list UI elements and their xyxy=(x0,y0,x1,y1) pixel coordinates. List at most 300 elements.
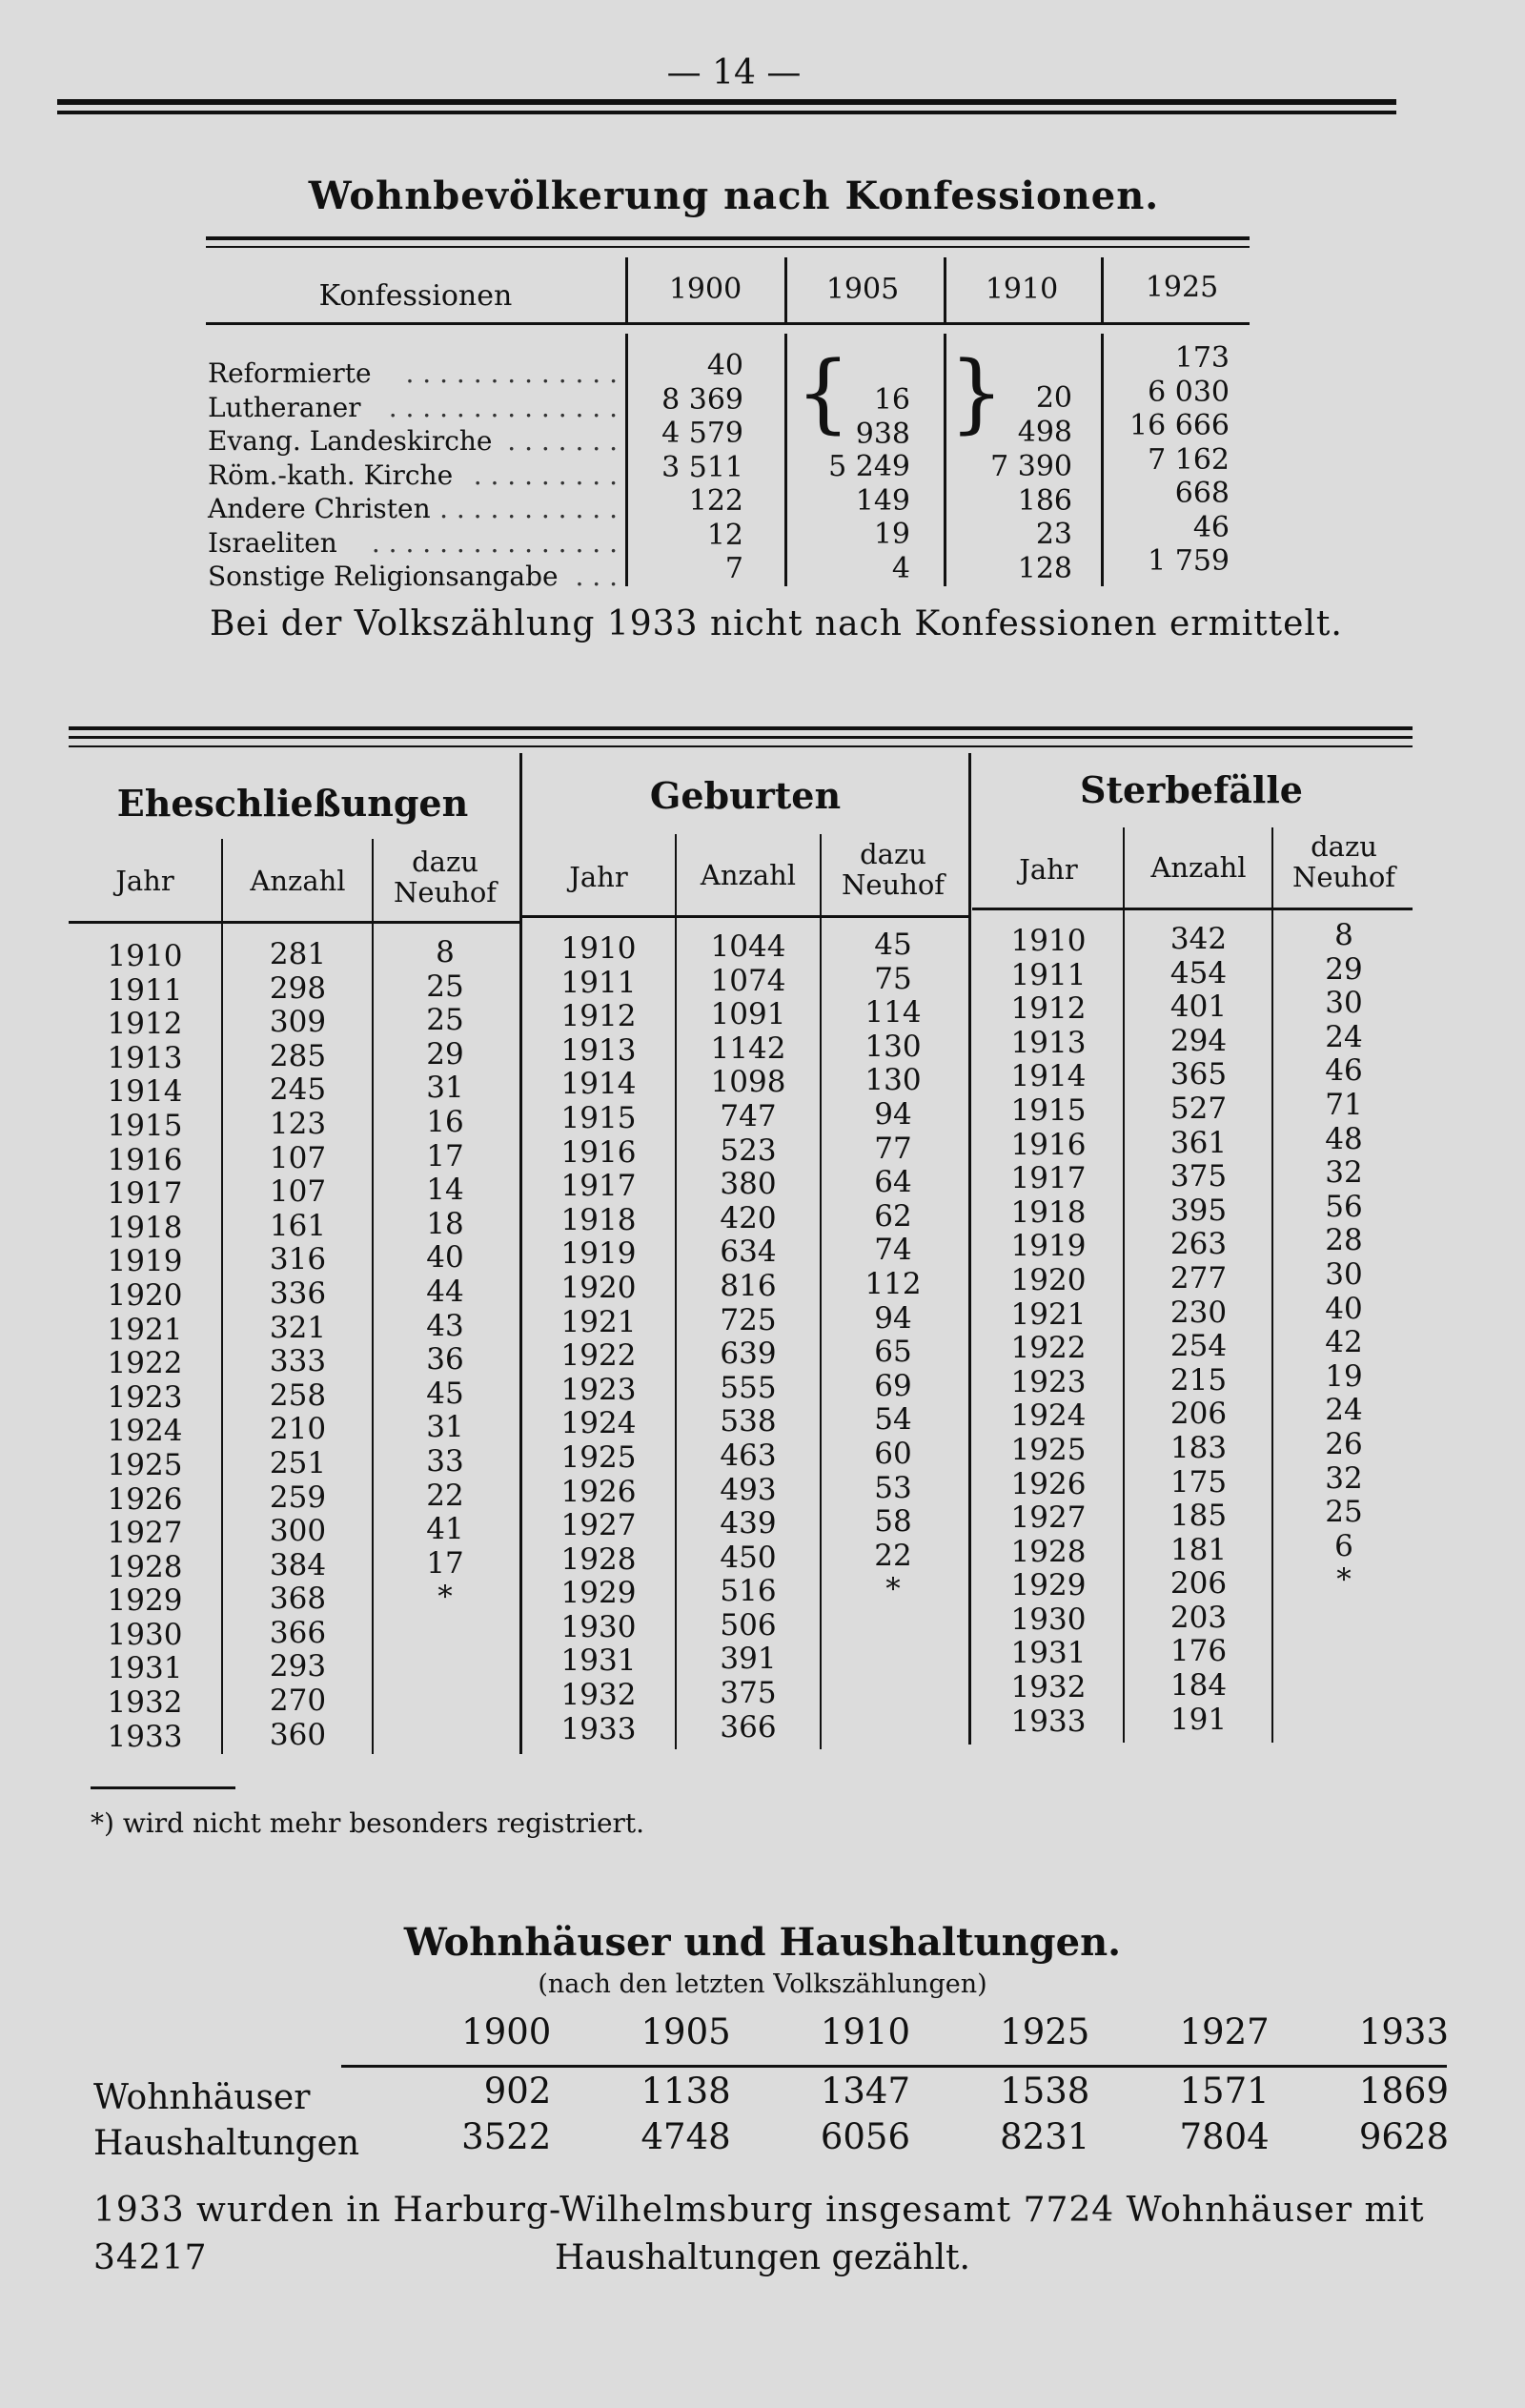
ster-anzahl-cell: 184 xyxy=(1169,1668,1228,1704)
ster-year-cell: 1911 xyxy=(1010,957,1087,992)
ehe-neuhof-cell: 29 xyxy=(426,1036,464,1071)
ster-neuhof-cell xyxy=(1273,1598,1414,1632)
ehe-neuhof-cell: 14 xyxy=(426,1173,464,1208)
ster-neuhof-cell: 26 xyxy=(1325,1426,1363,1461)
ehe-year-cell: 1919 xyxy=(107,1244,183,1279)
geb-neuhof-cell xyxy=(822,1709,965,1744)
konf-top-rule-2 xyxy=(206,246,1250,248)
ehe-year-cell: 1933 xyxy=(107,1719,183,1754)
ehe-anzahl-cell: 123 xyxy=(269,1106,327,1141)
konf-cell-1910: 128 xyxy=(1017,551,1072,585)
ster-year-cell: 1916 xyxy=(1010,1127,1087,1162)
konf-label: Israeliten xyxy=(208,526,337,559)
konf-vline-e xyxy=(625,334,628,586)
ster-year-cell: 1933 xyxy=(1010,1704,1087,1739)
vital-top-rule xyxy=(69,726,1413,730)
geb-anzahl-cell: 1044 xyxy=(710,929,786,964)
ster-jahr-col xyxy=(972,925,1125,1739)
ehe-year-cell: 1925 xyxy=(107,1447,183,1482)
konf-cell-1900: 12 xyxy=(706,518,743,552)
ster-anzahl-cell: 254 xyxy=(1169,1329,1228,1364)
konf-leaders: . . . . . . . . . . . . . . . . . . . . . . . . . . . . . . . . . . . . . . . . . . . . . . . . . . . . . . . . . . . . . . . . . . . . . . . . xyxy=(371,357,618,592)
ster-neuhof-cell: 25 xyxy=(1325,1495,1363,1530)
wohn-row2-label: Haushaltungen xyxy=(93,2124,360,2163)
geb-anzahl-cell: 506 xyxy=(720,1607,777,1643)
ster-neuhof-cell: 32 xyxy=(1325,1155,1363,1191)
geb-year-cell: 1913 xyxy=(560,1032,637,1068)
konf-cell-1905: 149 xyxy=(855,483,910,518)
ster-col-dazu: dazu xyxy=(1311,830,1377,863)
ehe-anzahl-cell: 281 xyxy=(269,937,327,971)
ster-year-cell: 1923 xyxy=(1010,1364,1087,1399)
geb-neuhof-cell: 112 xyxy=(864,1266,922,1301)
geb-year-cell: 1916 xyxy=(560,1134,637,1170)
ehe-jahr-col xyxy=(69,940,221,1754)
wohn-row2-cell: 3522 xyxy=(461,2116,552,2157)
ehe-year-cell: 1924 xyxy=(107,1414,183,1449)
konf-cell-1925: 16 666 xyxy=(1129,409,1230,442)
geb-col-jahr: Jahr xyxy=(569,861,628,893)
geb-neuhof-cell xyxy=(822,1641,965,1675)
ehe-year-cell: 1915 xyxy=(107,1108,183,1143)
konf-header-label: Konfessionen xyxy=(318,279,513,313)
ehe-year-cell: 1918 xyxy=(107,1210,183,1245)
konfession-title: Wohnbevölkerung nach Konfessionen. xyxy=(308,173,1160,218)
geb-year-cell: 1918 xyxy=(560,1202,637,1237)
konf-cell-1925: 668 xyxy=(1174,477,1230,510)
ster-neuhof-cell: 48 xyxy=(1325,1121,1363,1156)
footnote-rule xyxy=(91,1786,235,1789)
ehe-neuhof-cell: 17 xyxy=(426,1138,464,1173)
konf-1905-group: 16 938 xyxy=(855,383,910,451)
ehe-neuhof-cell xyxy=(374,1717,517,1751)
section-sterbefaelle: Sterbefälle xyxy=(1080,768,1303,811)
wohn-row1-cell: 1571 xyxy=(1179,2071,1270,2112)
geb-anzahl-cell: 725 xyxy=(720,1302,777,1337)
ehe-anzahl-cell: 300 xyxy=(269,1514,327,1549)
ehe-neuhof-cell: 31 xyxy=(426,1071,464,1106)
ster-anzahl-cell: 277 xyxy=(1169,1260,1228,1296)
wohn-row2-values xyxy=(372,2116,1449,2164)
geb-neuhof-cell: 54 xyxy=(874,1402,912,1438)
geb-col-anzahl: Anzahl xyxy=(700,859,797,891)
ehe-year-cell: 1931 xyxy=(107,1651,183,1686)
ehe-anzahl-cell: 107 xyxy=(269,1140,327,1175)
ehe-year-cell: 1920 xyxy=(107,1277,183,1313)
ehe-year-cell: 1911 xyxy=(107,972,183,1008)
ster-col-anzahl: Anzahl xyxy=(1150,851,1247,884)
konf-vline-b xyxy=(784,257,787,324)
konf-top-rule xyxy=(206,236,1250,240)
ehe-anzahl-cell: 285 xyxy=(269,1038,327,1073)
geb-year-cell: 1928 xyxy=(560,1541,637,1577)
geb-anzahl-cell: 1098 xyxy=(710,1065,786,1100)
konf-label: Sonstige Religionsangabe xyxy=(208,561,559,592)
konf-cell-1900: 3 511 xyxy=(661,450,743,484)
ster-neuhof-cell: * xyxy=(1336,1562,1352,1598)
konf-cell-1925: 173 xyxy=(1174,341,1230,375)
ehe-year-cell: 1913 xyxy=(107,1040,183,1075)
konf-header-1925: 1925 xyxy=(1145,271,1219,304)
ehe-neuhof-cell: 25 xyxy=(426,969,464,1004)
ehe-anzahl-cell: 293 xyxy=(269,1649,327,1684)
geb-year-cell: 1927 xyxy=(560,1508,637,1543)
geb-neuhof-cell: 69 xyxy=(874,1368,912,1403)
wohn-row1-label: Wohnhäuser xyxy=(93,2078,311,2117)
geb-neuhof-cell: 22 xyxy=(874,1538,912,1573)
geb-anzahl-cell: 1142 xyxy=(710,1031,786,1066)
geb-anzahl-cell: 516 xyxy=(720,1574,777,1609)
wohn-title: Wohnhäuser und Haushaltungen. xyxy=(403,1920,1122,1965)
geb-neuhof-cell: * xyxy=(885,1572,901,1607)
ster-neuhof-cell: 29 xyxy=(1325,951,1363,987)
ehe-year-cell: 1926 xyxy=(107,1481,183,1517)
konf-cell-1925: 1 759 xyxy=(1148,544,1230,578)
wohn-row2-cell: 9628 xyxy=(1358,2116,1449,2157)
geb-neuhof-cell: 53 xyxy=(874,1470,912,1505)
geb-jahr-col xyxy=(522,932,675,1746)
ster-year-cell: 1927 xyxy=(1010,1500,1087,1536)
konf-vline-c xyxy=(944,257,946,324)
ehe-anzahl-cell: 298 xyxy=(269,970,327,1006)
ehe-anzahl-cell: 258 xyxy=(269,1377,327,1413)
geb-neuhof-cell: 62 xyxy=(874,1198,912,1234)
konf-cell-1900: 122 xyxy=(688,484,743,518)
ehe-year-cell: 1910 xyxy=(107,939,183,973)
geb-year-cell: 1919 xyxy=(560,1236,637,1272)
ster-year-cell: 1921 xyxy=(1010,1296,1087,1332)
geb-year-cell: 1931 xyxy=(560,1643,637,1679)
ster-neuhof-cell: 30 xyxy=(1325,1256,1363,1292)
geb-anzahl-cell: 439 xyxy=(720,1506,777,1541)
ehe-neuhof-cell: 33 xyxy=(426,1443,464,1479)
wohn-row1-cell: 1347 xyxy=(820,2071,910,2112)
ehe-neuhof-cell: 43 xyxy=(426,1308,464,1343)
ehe-neuhof-cell: 44 xyxy=(426,1274,464,1309)
geb-anzahl-cell: 391 xyxy=(720,1642,777,1677)
ehe-neuhof-cell: 18 xyxy=(426,1206,464,1241)
ster-anzahl-col xyxy=(1125,923,1272,1737)
konf-label: Andere Christen xyxy=(208,493,431,524)
ster-neuhof-cell: 40 xyxy=(1325,1291,1363,1326)
geb-anzahl-cell: 538 xyxy=(720,1404,777,1439)
ster-year-cell: 1926 xyxy=(1010,1466,1087,1501)
ehe-neuhof-cell: 17 xyxy=(426,1545,464,1581)
konf-cell-1900: 4 579 xyxy=(661,417,743,450)
ster-neuhof-cell: 19 xyxy=(1325,1358,1363,1394)
ster-year-cell: 1912 xyxy=(1010,991,1087,1027)
ehe-anzahl-cell: 321 xyxy=(269,1310,327,1345)
ehe-anzahl-cell: 107 xyxy=(269,1174,327,1210)
ster-neuhof-cell: 28 xyxy=(1325,1223,1363,1258)
konf-cell-1925: 7 162 xyxy=(1148,442,1230,477)
geb-col-dazu: dazu xyxy=(860,838,926,870)
ehe-anzahl-cell: 333 xyxy=(269,1344,327,1379)
geb-year-cell: 1932 xyxy=(560,1678,637,1713)
ehe-year-cell: 1929 xyxy=(107,1583,183,1619)
ster-anzahl-cell: 176 xyxy=(1169,1634,1228,1669)
ehe-year-cell: 1932 xyxy=(107,1685,183,1721)
konf-header-1900: 1900 xyxy=(668,273,742,306)
geb-year-cell: 1922 xyxy=(560,1338,637,1374)
ster-year-cell: 1914 xyxy=(1010,1059,1087,1094)
wohn-year-cell: 1905 xyxy=(640,2011,731,2052)
vital-top-rule-3 xyxy=(69,745,1413,747)
geb-year-cell: 1921 xyxy=(560,1304,637,1339)
wohn-row2-cell: 4748 xyxy=(640,2116,731,2157)
vital-top-rule-2 xyxy=(69,736,1413,739)
wohn-note-line2: Haushaltungen gezählt. xyxy=(555,2238,970,2277)
konf-cell-1900: 40 xyxy=(706,349,743,382)
geb-anzahl-cell: 816 xyxy=(720,1268,777,1303)
wohn-note-line1: 1933 wurden in Harburg-Wilhelmsburg insgesamt 7724 Wohnhäuser mit 34217 xyxy=(93,2191,1425,2277)
ster-neuhof-cell: 24 xyxy=(1325,1019,1363,1054)
ster-neuhof-cell: 32 xyxy=(1325,1460,1363,1496)
ehe-vline-1 xyxy=(221,839,223,1754)
ehe-neuhof-col xyxy=(374,936,517,1750)
geb-anzahl-cell: 420 xyxy=(720,1200,777,1235)
konf-header-1910: 1910 xyxy=(985,273,1059,306)
top-rule-2 xyxy=(57,111,1396,114)
ster-year-cell: 1928 xyxy=(1010,1534,1087,1569)
ehe-year-cell: 1921 xyxy=(107,1312,183,1347)
ehe-neuhof-cell: 16 xyxy=(426,1104,464,1139)
konf-vline-h xyxy=(1101,334,1104,586)
ster-anzahl-cell: 263 xyxy=(1169,1227,1228,1262)
geb-year-cell: 1917 xyxy=(560,1169,637,1204)
ster-neuhof-cell: 56 xyxy=(1325,1189,1363,1224)
geb-year-cell: 1925 xyxy=(560,1439,637,1475)
geb-neuhof-cell: 130 xyxy=(864,1029,922,1064)
ehe-year-cell: 1916 xyxy=(107,1142,183,1177)
konf-vline-d xyxy=(1101,257,1104,324)
ster-neuhof-cell xyxy=(1273,1665,1414,1700)
konfession-note: Bei der Volkszählung 1933 nicht nach Konfessionen ermittelt. xyxy=(210,604,1343,643)
wohn-header-rule xyxy=(341,2065,1447,2068)
geb-neuhof-cell: 65 xyxy=(874,1335,912,1370)
ehe-neuhof-cell xyxy=(374,1683,517,1717)
ehe-anzahl-cell: 368 xyxy=(269,1582,327,1617)
ster-anzahl-cell: 181 xyxy=(1169,1532,1228,1567)
ster-year-cell: 1930 xyxy=(1010,1602,1087,1637)
ster-anzahl-cell: 395 xyxy=(1169,1193,1228,1228)
wohn-row1-values xyxy=(372,2071,1449,2118)
konf-header-1905: 1905 xyxy=(825,273,900,306)
ehe-anzahl-cell: 309 xyxy=(269,1005,327,1040)
konf-vline-a xyxy=(625,257,628,324)
geb-anzahl-cell: 375 xyxy=(720,1676,777,1711)
geb-anzahl-cell: 639 xyxy=(720,1337,777,1372)
wohn-year-cell: 1927 xyxy=(1179,2011,1270,2052)
geb-year-cell: 1923 xyxy=(560,1372,637,1407)
top-rule xyxy=(57,99,1396,105)
wohn-years-row xyxy=(372,2011,1449,2059)
ster-year-cell: 1922 xyxy=(1010,1331,1087,1366)
ster-year-cell: 1910 xyxy=(1010,924,1087,958)
ster-anzahl-cell: 401 xyxy=(1169,990,1228,1025)
ster-anzahl-cell: 375 xyxy=(1169,1159,1228,1194)
wohn-year-cell: 1933 xyxy=(1358,2011,1449,2052)
geb-neuhof-cell: 114 xyxy=(864,995,922,1031)
ster-neuhof-cell: 30 xyxy=(1325,986,1363,1021)
ehe-year-cell: 1922 xyxy=(107,1346,183,1381)
geb-anzahl-cell: 634 xyxy=(720,1235,777,1270)
ehe-anzahl-cell: 270 xyxy=(269,1684,327,1719)
konf-vline-g xyxy=(944,334,946,586)
ehe-col-neuhof: Neuhof xyxy=(393,876,498,908)
ehe-anzahl-col xyxy=(224,938,372,1752)
ster-year-cell: 1917 xyxy=(1010,1161,1087,1196)
ster-anzahl-cell: 365 xyxy=(1169,1057,1228,1092)
ehe-anzahl-cell: 161 xyxy=(269,1208,327,1243)
ster-neuhof-col xyxy=(1273,919,1414,1733)
ehe-anzahl-cell: 366 xyxy=(269,1615,327,1650)
ster-year-cell: 1918 xyxy=(1010,1194,1087,1230)
konf-col-1900 xyxy=(629,349,743,586)
page-number: — 14 — xyxy=(666,53,802,92)
konf-cell-1905: 4 xyxy=(891,551,910,585)
konf-cell-1925: 6 030 xyxy=(1148,375,1230,409)
ster-anzahl-cell: 294 xyxy=(1169,1023,1228,1058)
ster-anzahl-cell: 454 xyxy=(1169,955,1228,990)
ehe-col-anzahl: Anzahl xyxy=(250,865,346,897)
ehe-anzahl-cell: 245 xyxy=(269,1072,327,1108)
ehe-anzahl-cell: 336 xyxy=(269,1275,327,1311)
ster-anzahl-cell: 342 xyxy=(1169,922,1228,956)
ehe-year-cell: 1917 xyxy=(107,1176,183,1212)
ster-year-cell: 1924 xyxy=(1010,1398,1087,1434)
ehe-year-cell: 1928 xyxy=(107,1549,183,1584)
ster-neuhof-cell: 71 xyxy=(1325,1087,1363,1122)
ehe-anzahl-cell: 384 xyxy=(269,1547,327,1582)
wohn-row1-cell: 1538 xyxy=(1000,2071,1090,2112)
geb-year-cell: 1930 xyxy=(560,1609,637,1644)
geb-anzahl-cell: 463 xyxy=(720,1438,777,1473)
geb-anzahl-cell: 555 xyxy=(720,1370,777,1405)
ehe-col-jahr: Jahr xyxy=(115,865,174,897)
konf-label: Röm.-kath. Kirche xyxy=(208,459,454,491)
ehe-neuhof-cell: 41 xyxy=(426,1512,464,1547)
geb-year-cell: 1915 xyxy=(560,1100,637,1135)
footnote: *) wird nicht mehr besonders registriert. xyxy=(91,1807,645,1839)
geb-year-cell: 1914 xyxy=(560,1067,637,1102)
geb-neuhof-cell: 60 xyxy=(874,1436,912,1471)
geb-neuhof-cell: 74 xyxy=(874,1233,912,1268)
konf-col-1905 xyxy=(815,450,910,585)
ster-anzahl-cell: 185 xyxy=(1169,1499,1228,1534)
ster-neuhof-cell: 46 xyxy=(1325,1053,1363,1089)
geb-neuhof-cell xyxy=(822,1607,965,1642)
konf-label: Reformierte xyxy=(208,357,372,389)
geb-neuhof-cell: 58 xyxy=(874,1504,912,1540)
ster-year-cell: 1913 xyxy=(1010,1025,1087,1060)
geb-neuhof-cell xyxy=(822,1675,965,1709)
geb-anzahl-cell: 1074 xyxy=(710,963,786,998)
geb-anzahl-cell: 523 xyxy=(720,1133,777,1168)
konf-cell-1910: 186 xyxy=(1017,483,1072,518)
ehe-neuhof-cell xyxy=(374,1648,517,1683)
konf-cell-1900: 8 369 xyxy=(661,382,743,417)
ehe-header-rule xyxy=(69,921,520,924)
ster-year-cell: 1920 xyxy=(1010,1262,1087,1297)
ehe-anzahl-cell: 360 xyxy=(269,1717,327,1752)
geb-vline-3 xyxy=(968,944,971,1745)
ster-neuhof-cell: 8 xyxy=(1334,918,1353,952)
konf-label: Lutheraner xyxy=(208,391,361,423)
ster-year-cell: 1931 xyxy=(1010,1636,1087,1671)
brace-1910: } xyxy=(949,343,1005,443)
konf-header-rule xyxy=(206,322,1250,325)
geb-col-neuhof: Neuhof xyxy=(841,868,946,901)
ehe-anzahl-cell: 210 xyxy=(269,1412,327,1447)
ehe-neuhof-cell: 40 xyxy=(426,1240,464,1275)
wohn-row2-cell: 6056 xyxy=(820,2116,910,2157)
geb-anzahl-cell: 493 xyxy=(720,1472,777,1507)
konf-cell-1925: 46 xyxy=(1192,510,1230,544)
geb-anzahl-cell: 1091 xyxy=(710,997,786,1032)
ster-year-cell: 1929 xyxy=(1010,1568,1087,1603)
geb-year-cell: 1926 xyxy=(560,1474,637,1509)
geb-anzahl-col xyxy=(677,930,820,1745)
wohn-year-cell: 1910 xyxy=(820,2011,910,2052)
geb-neuhof-cell: 77 xyxy=(874,1131,912,1166)
ster-year-cell: 1925 xyxy=(1010,1432,1087,1467)
konf-col-1925 xyxy=(1115,341,1230,579)
ster-header-rule xyxy=(972,908,1413,910)
wohn-row1-cell: 902 xyxy=(483,2071,552,2112)
ehe-neuhof-cell: 25 xyxy=(426,1003,464,1038)
geb-header-rule xyxy=(522,915,970,918)
geb-anzahl-cell: 380 xyxy=(720,1167,777,1202)
ehe-col-dazu: dazu xyxy=(412,846,478,878)
ster-neuhof-cell xyxy=(1273,1700,1414,1734)
ster-anzahl-cell: 527 xyxy=(1169,1091,1228,1126)
ster-anzahl-cell: 206 xyxy=(1169,1397,1228,1432)
section-geburten: Geburten xyxy=(649,774,842,817)
ehe-anzahl-cell: 316 xyxy=(269,1242,327,1277)
ster-anzahl-cell: 230 xyxy=(1169,1295,1228,1330)
ehe-anzahl-cell: 259 xyxy=(269,1479,327,1515)
ster-col-jahr: Jahr xyxy=(1019,853,1078,886)
ehe-anzahl-cell: 251 xyxy=(269,1445,327,1480)
geb-anzahl-cell: 450 xyxy=(720,1540,777,1575)
konf-1910-group: 20 498 xyxy=(1017,381,1072,449)
geb-year-cell: 1924 xyxy=(560,1406,637,1441)
ehe-neuhof-cell xyxy=(374,1615,517,1649)
geb-neuhof-cell: 45 xyxy=(874,928,912,962)
ehe-year-cell: 1912 xyxy=(107,1007,183,1042)
wohn-year-cell: 1900 xyxy=(461,2011,552,2052)
geb-year-cell: 1929 xyxy=(560,1576,637,1611)
geb-year-cell: 1920 xyxy=(560,1270,637,1305)
ehe-neuhof-cell: 22 xyxy=(426,1478,464,1513)
ster-neuhof-cell: 24 xyxy=(1325,1393,1363,1428)
geb-year-cell: 1912 xyxy=(560,999,637,1034)
geb-neuhof-col xyxy=(822,929,965,1743)
ehe-neuhof-cell: 8 xyxy=(436,935,455,969)
konf-cell-1910: 23 xyxy=(1035,518,1072,551)
konf-cell-1910: 7 390 xyxy=(990,450,1072,483)
ster-neuhof-cell: 6 xyxy=(1334,1528,1353,1563)
section-eheschliessungen: Eheschließungen xyxy=(116,782,469,825)
geb-year-cell: 1910 xyxy=(560,931,637,966)
konf-cell-1905: 19 xyxy=(873,518,910,551)
konf-label: Evang. Landeskirche xyxy=(208,425,493,457)
ehe-neuhof-cell: 45 xyxy=(426,1376,464,1411)
ehe-neuhof-cell: 36 xyxy=(426,1342,464,1377)
ehe-neuhof-cell: 31 xyxy=(426,1410,464,1445)
wohn-year-cell: 1925 xyxy=(1000,2011,1090,2052)
